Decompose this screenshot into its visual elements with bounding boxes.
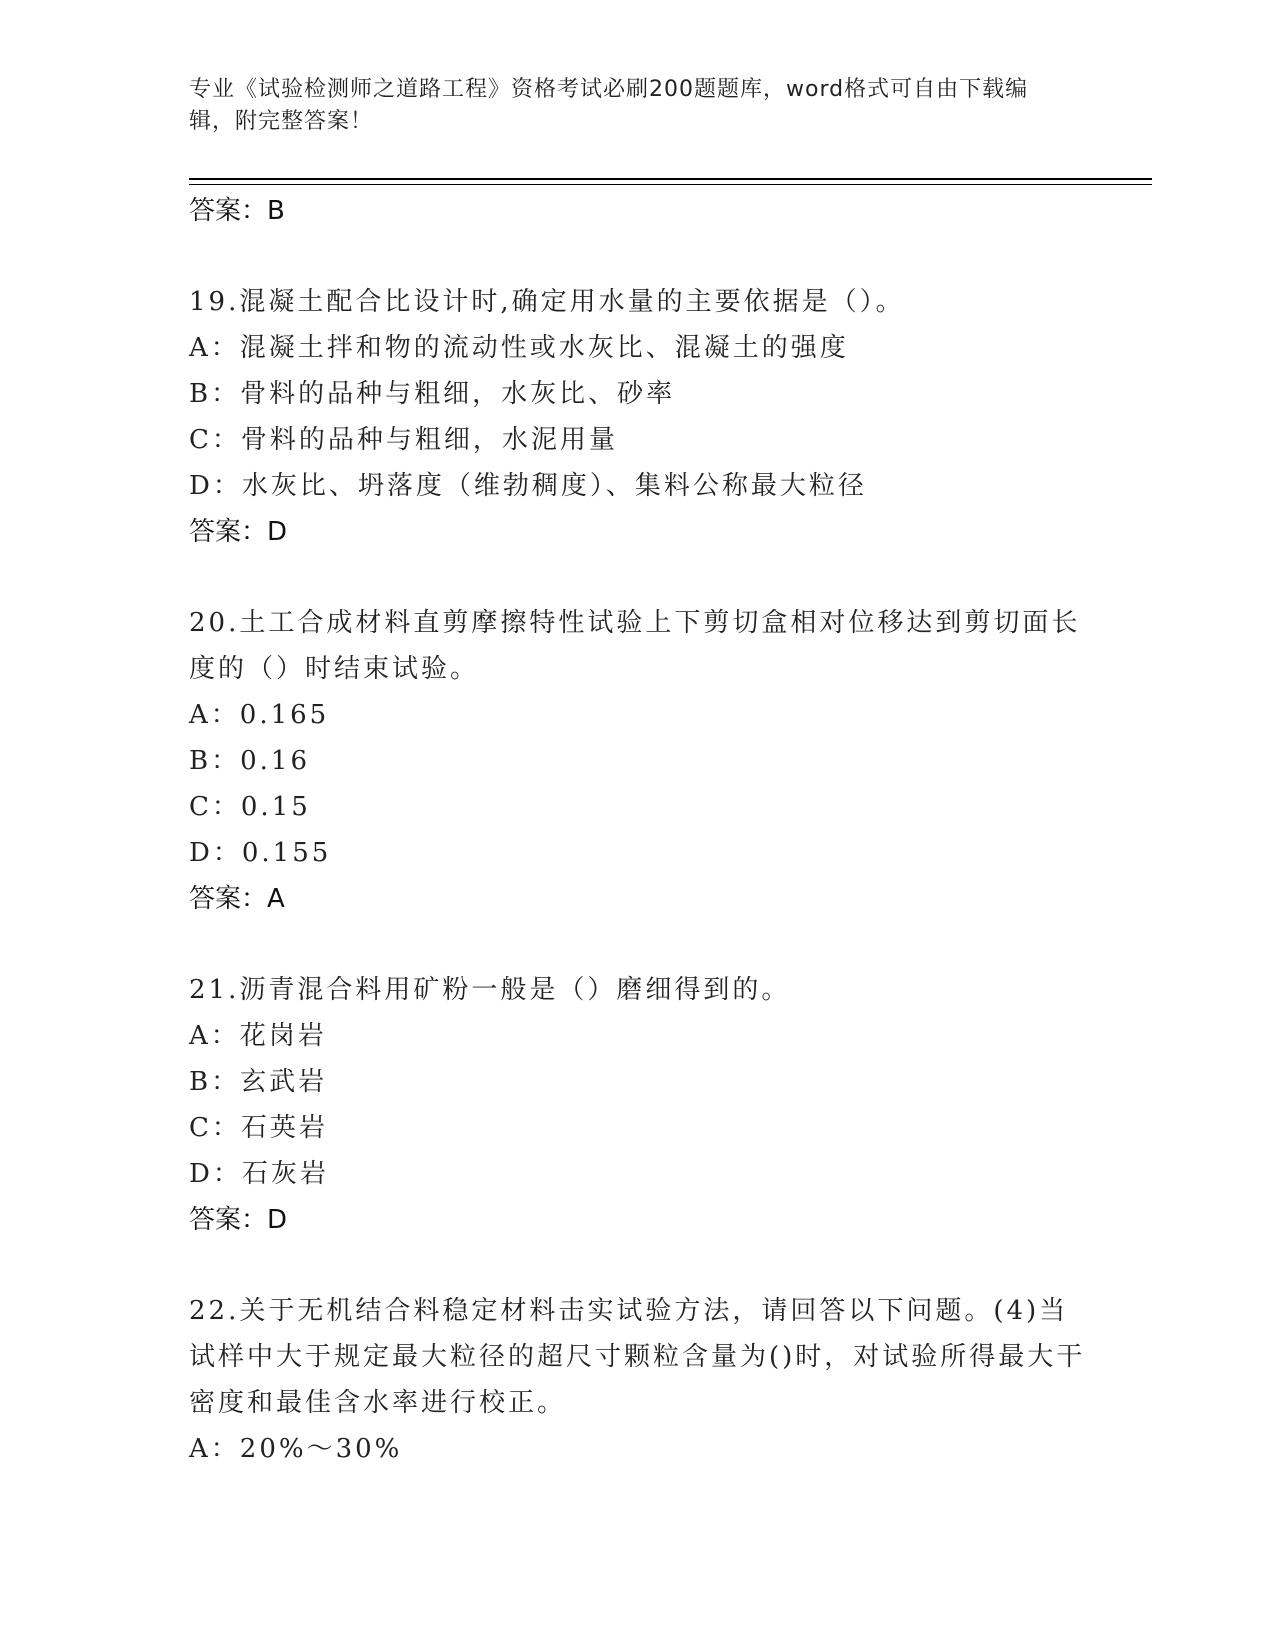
option-a: A：花岗岩 <box>189 1021 327 1051</box>
option-d: D：石灰岩 <box>189 1159 329 1189</box>
answer-line: 答案：D <box>189 517 288 547</box>
option-c: C：石英岩 <box>189 1113 328 1143</box>
answer-line: 答案：A <box>189 884 285 914</box>
option-b: B：骨料的品种与粗细，水灰比、砂率 <box>189 379 676 409</box>
option-c: C：0.15 <box>189 792 311 822</box>
option-b: B：玄武岩 <box>189 1067 328 1097</box>
question-block <box>189 967 1089 1243</box>
question-stem: 20.土工合成材料直剪摩擦特性试验上下剪切盒相对位移达到剪切面长度的（）时结束试验。 <box>189 608 1081 684</box>
option-c: C：骨料的品种与粗细，水泥用量 <box>189 425 618 455</box>
question-block <box>189 600 1089 922</box>
question-list <box>189 188 1089 1472</box>
answer-line: 答案：D <box>189 1205 288 1235</box>
question-block <box>189 279 1089 555</box>
option-d: D：水灰比、坍落度（维勃稠度）、集料公称最大粒径 <box>189 471 867 501</box>
header-divider-thin <box>189 184 1152 185</box>
question-stem: 19.混凝土配合比设计时,确定用水量的主要依据是（）。 <box>189 287 905 317</box>
option-a: A：20%～30% <box>189 1434 403 1464</box>
answer-line: 答案：B <box>189 196 285 226</box>
option-a: A：混凝土拌和物的流动性或水灰比、混凝土的强度 <box>189 333 849 363</box>
option-a: A：0.165 <box>189 700 330 730</box>
question-stem: 21.沥青混合料用矿粉一般是（）磨细得到的。 <box>189 975 791 1005</box>
page-header: 专业《试验检测师之道路工程》资格考试必刷200题题库，word格式可自由下载编辑，附完整答案！ <box>189 77 1029 134</box>
option-b: B：0.16 <box>189 746 310 776</box>
question-stem: 22.关于无机结合料稳定材料击实试验方法，请回答以下问题。(4)当试样中大于规定最大粒径的超尺寸颗粒含量为()时，对试验所得最大干密度和最佳含水率进行校正。 <box>189 1296 1086 1418</box>
option-d: D：0.155 <box>189 838 332 868</box>
header-divider-thick <box>189 178 1152 180</box>
question-block <box>189 1288 1089 1472</box>
